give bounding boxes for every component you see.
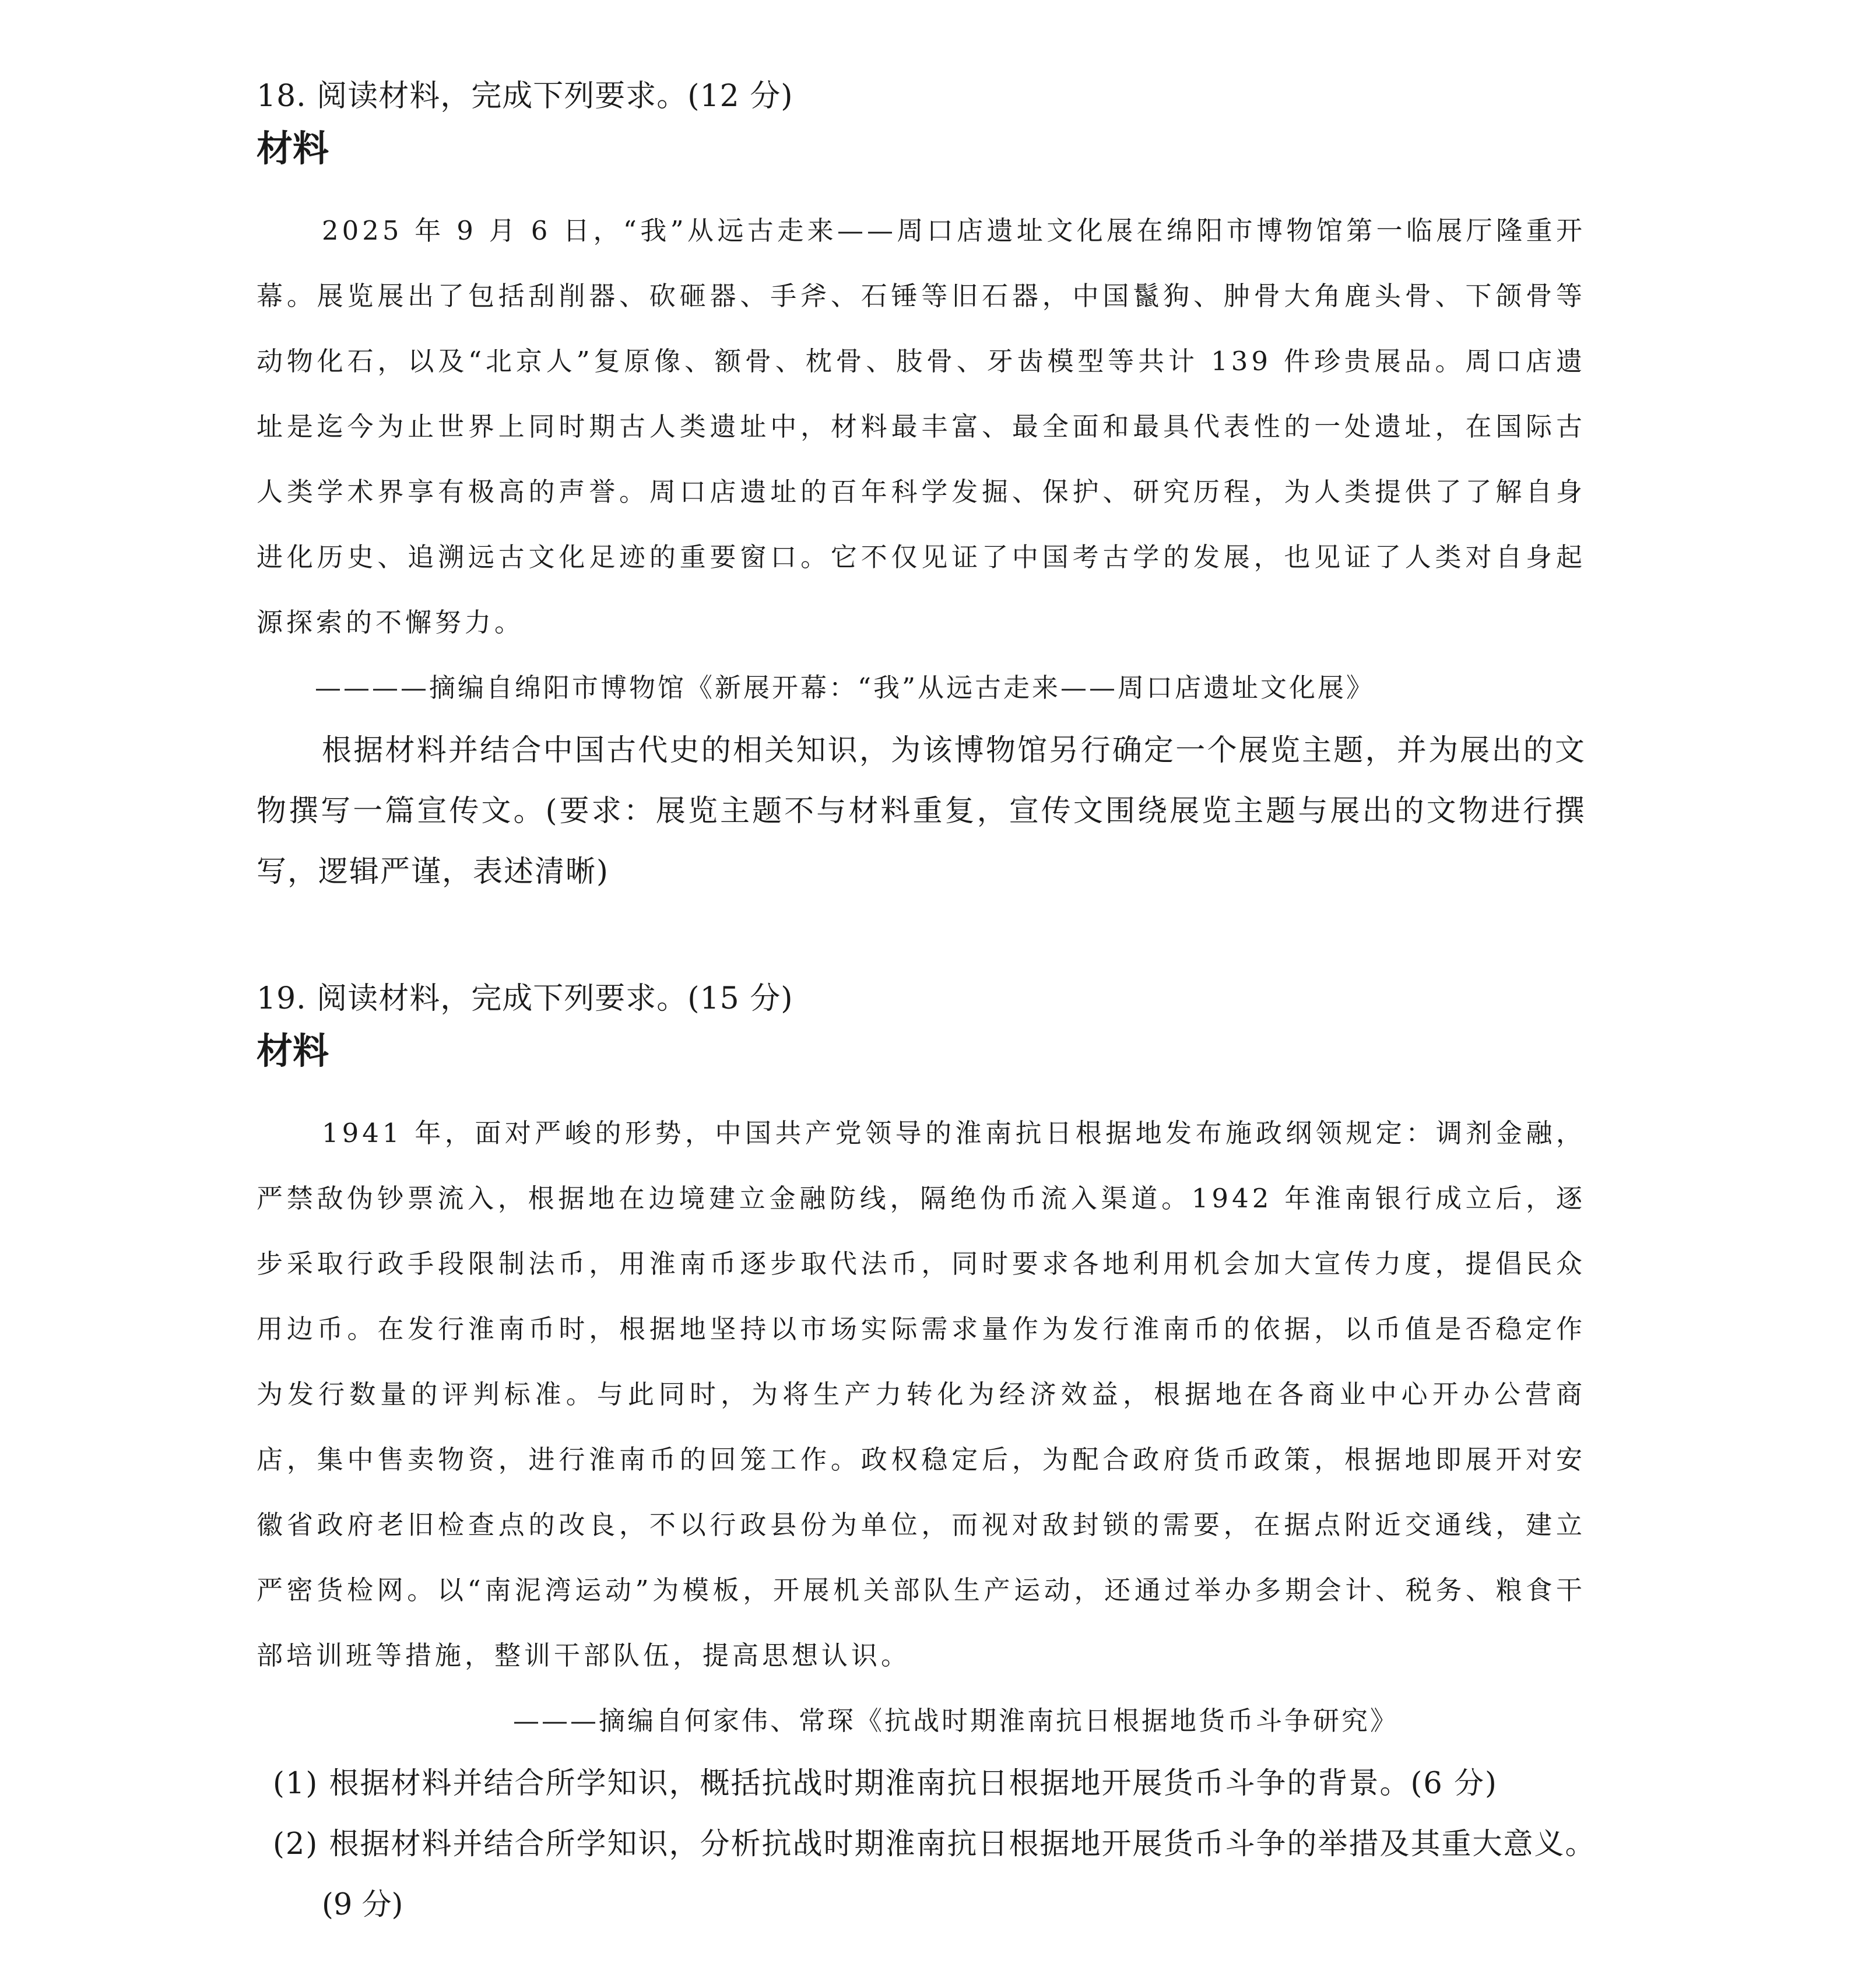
question-19-header: 19. 阅读材料，完成下列要求。(15 分) xyxy=(257,981,793,1016)
question-19-material-label: 材料 xyxy=(257,1030,329,1072)
question-18-source: ————摘编自绵阳市博物馆《新展开幕：“我”从远古走来——周口店遗址文化展》 xyxy=(315,672,1375,703)
question-19-sub-2-points: (9 分) xyxy=(322,1888,403,1922)
question-19-passage: 1941 年，面对严峻的形势，中国共产党领导的淮南抗日根据地发布施政纲领规定：调剂金融，严禁敌伪钞票流入，根据地在边境建立金融防线，隔绝伪币流入渠道。1942 年淮南银行成立后，逐步采取行政手段限制法币，用淮南币逐步取代法币，同时要求各地利用机会加大宣传力度，提倡民众用边币。在发行淮南币时，根据地坚持以市场实际需求量作为发行淮南币的依据，以币值是否稳定作为发行数量的评判标准。与此同时，为将生产力转化为经济效益，根据地在各商业中心开办公营商店，集中售卖物资，进行淮南币的回笼工作。政权稳定后，为配合政府货币政策，根据地即展开对安徽省政府老旧检查点的改良，不以行政县份为单位，而视对敌封锁的需要，在据点附近交通线，建立严密货检网。以“南泥湾运动”为模板，开展机关部队生产运动，还通过举办多期会计、税务、粮食干部培训班等措施，整训干部队伍，提高思想认识。 xyxy=(257,1118,1586,1671)
question-18-passage: 2025 年 9 月 6 日，“我”从远古走来——周口店遗址文化展在绵阳市博物馆第一临展厅隆重开幕。展览展出了包括刮削器、砍砸器、手斧、石锤等旧石器，中国鬣狗、肿骨大角鹿头骨、下颌骨等动物化石，以及“北京人”复原像、额骨、枕骨、肢骨、牙齿模型等共计 139 件珍贵展品。周口店遗址是迄今为止世界上同时期古人类遗址中，材料最丰富、最全面和最具代表性的一处遗址，在国际古人类学术界享有极高的声誉。周口店遗址的百年科学发掘、保护、研究历程，为人类提供了了解自身进化历史、追溯远古文化足迹的重要窗口。它不仅见证了中国考古学的发展，也见证了人类对自身起源探索的不懈努力。 xyxy=(257,215,1586,638)
question-18 xyxy=(257,70,1586,902)
page-content xyxy=(257,70,1596,1936)
question-18-material-label: 材料 xyxy=(257,127,329,170)
question-19-sub-2: (2) 根据材料并结合所学知识，分析抗战时期淮南抗日根据地开展货币斗争的举措及其重大意义。 xyxy=(273,1827,1596,1861)
section-gap xyxy=(257,902,1586,972)
question-19-sub-1: (1) 根据材料并结合所学知识，概括抗战时期淮南抗日根据地开展货币斗争的背景。(6 分) xyxy=(273,1766,1498,1801)
question-18-task: 根据材料并结合中国古代史的相关知识，为该博物馆另行确定一个展览主题，并为展出的文物撰写一篇宣传文。(要求：展览主题不与材料重复，宣传文围绕展览主题与展出的文物进行撰写，逻辑严谨，表述清晰) xyxy=(257,733,1586,889)
question-18-header: 18. 阅读材料，完成下列要求。(12 分) xyxy=(257,79,793,114)
question-19-source: ———摘编自何家伟、常琛《抗战时期淮南抗日根据地货币斗争研究》 xyxy=(513,1705,1399,1736)
question-19 xyxy=(257,972,1596,1936)
